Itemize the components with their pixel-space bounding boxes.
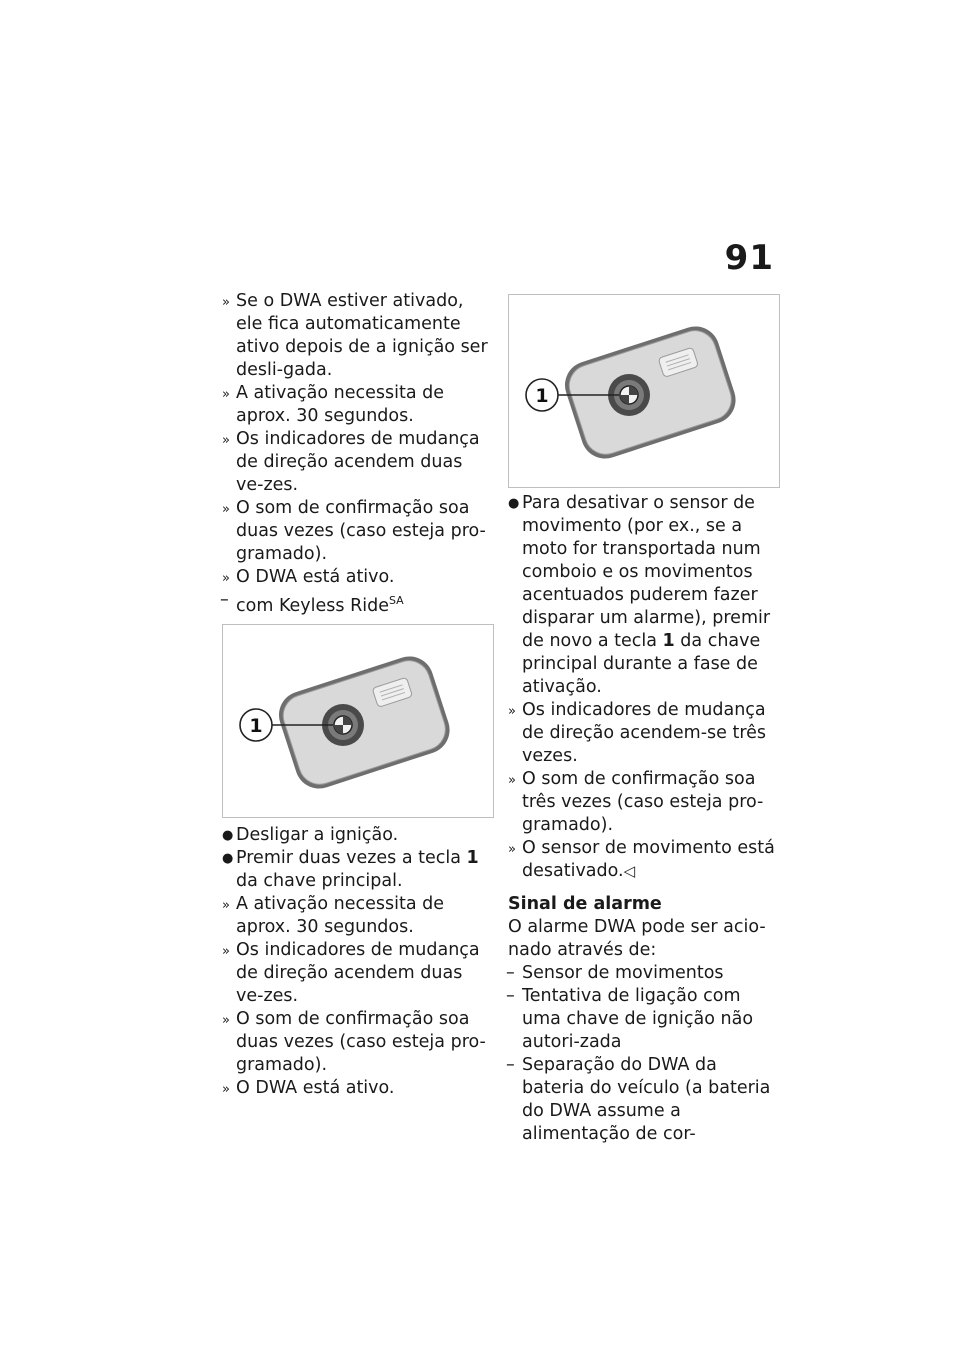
item-text-cont: da chave principal. xyxy=(236,871,403,891)
instruction-item xyxy=(222,847,492,893)
page-number: 91 xyxy=(724,238,774,278)
item-text: Os indicadores de mudança de direção acendem duas ve-zes. xyxy=(236,429,480,495)
item-text: O DWA está ativo. xyxy=(236,1078,395,1098)
item-text: O sensor de movimento está desativado. xyxy=(522,838,775,881)
result-item xyxy=(222,939,492,1008)
keyless-condition xyxy=(222,589,492,618)
keyless-text: com Keyless Ride xyxy=(236,596,389,616)
dash-marker: – xyxy=(506,1055,515,1075)
result-marker: » xyxy=(222,1082,230,1097)
item-text: Tentativa de ligação com uma chave de ignição não autori-zada xyxy=(522,986,754,1052)
item-text: Desligar a ignição. xyxy=(236,825,399,845)
item-text-cont: da chave principal durante a fase de ativação. xyxy=(522,631,761,697)
instruction-item xyxy=(508,492,778,699)
result-marker: » xyxy=(508,842,516,857)
item-text: Os indicadores de mudança de direção acendem duas ve-zes. xyxy=(236,940,480,1006)
result-item xyxy=(222,1077,492,1100)
right-column xyxy=(508,294,778,1146)
result-item xyxy=(222,1008,492,1077)
item-text: O som de confirmação soa duas vezes (caso esteja pro-gramado). xyxy=(236,1009,486,1075)
trigger-item xyxy=(508,985,778,1054)
key-figure xyxy=(508,294,780,488)
bullet-marker: ● xyxy=(222,851,234,866)
result-marker: » xyxy=(222,898,230,913)
key-fob-illustration xyxy=(509,295,779,487)
section-heading: Sinal de alarme xyxy=(508,894,662,914)
key-reference: 1 xyxy=(466,848,479,868)
result-item xyxy=(508,837,778,883)
item-text: Separação do DWA da bateria do veículo (a bateria do DWA assume a alimentação de cor- xyxy=(522,1055,771,1144)
end-of-section-icon: ◁ xyxy=(623,862,636,880)
special-equipment-tag: SA xyxy=(389,594,404,607)
key-fob-illustration xyxy=(223,625,493,817)
result-marker: » xyxy=(508,704,516,719)
item-text: Para desativar o sensor de movimento (por ex., se a moto for transportada num comboio e os movimentos acentuados puderem fazer disparar um alarme), premir de novo a tecla xyxy=(522,493,771,651)
callout-number: 1 xyxy=(535,385,549,407)
result-item xyxy=(222,382,492,428)
item-text: Se o DWA estiver ativado, ele fica automaticamente ativo depois de a ignição ser desli-gada. xyxy=(236,291,488,380)
result-item xyxy=(222,893,492,939)
item-text: O DWA está ativo. xyxy=(236,567,395,587)
instruction-item xyxy=(222,824,492,847)
result-marker: » xyxy=(222,944,230,959)
result-marker: » xyxy=(222,571,230,586)
bullet-marker: ● xyxy=(222,828,234,843)
dash-marker: – xyxy=(506,986,515,1006)
result-item xyxy=(222,566,492,589)
item-text: Premir duas vezes a tecla xyxy=(236,848,467,868)
key-reference: 1 xyxy=(662,631,675,651)
result-marker: » xyxy=(222,295,230,310)
result-marker: » xyxy=(222,502,230,517)
bullet-marker: ● xyxy=(508,496,520,511)
result-item xyxy=(222,428,492,497)
result-item xyxy=(508,768,778,837)
item-text: Os indicadores de mudança de direção acendem-se três vezes. xyxy=(522,700,767,766)
left-column xyxy=(222,290,492,1100)
result-marker: » xyxy=(222,433,230,448)
section-intro: O alarme DWA pode ser acio-nado através de: xyxy=(508,917,766,960)
dash-marker: – xyxy=(506,963,515,983)
callout-number: 1 xyxy=(249,715,263,737)
result-item xyxy=(222,290,492,382)
result-marker: » xyxy=(222,1013,230,1028)
item-text: O som de confirmação soa três vezes (caso esteja pro-gramado). xyxy=(522,769,764,835)
item-text: A ativação necessita de aprox. 30 segundos. xyxy=(236,383,445,426)
trigger-item xyxy=(508,1054,778,1146)
item-text: Sensor de movimentos xyxy=(522,963,724,983)
result-marker: » xyxy=(508,773,516,788)
result-marker: » xyxy=(222,387,230,402)
key-figure xyxy=(222,624,494,818)
result-item xyxy=(508,699,778,768)
item-text: A ativação necessita de aprox. 30 segundos. xyxy=(236,894,445,937)
dash-marker: – xyxy=(220,590,229,610)
trigger-item xyxy=(508,962,778,985)
item-text: O som de confirmação soa duas vezes (caso esteja pro-gramado). xyxy=(236,498,486,564)
result-item xyxy=(222,497,492,566)
